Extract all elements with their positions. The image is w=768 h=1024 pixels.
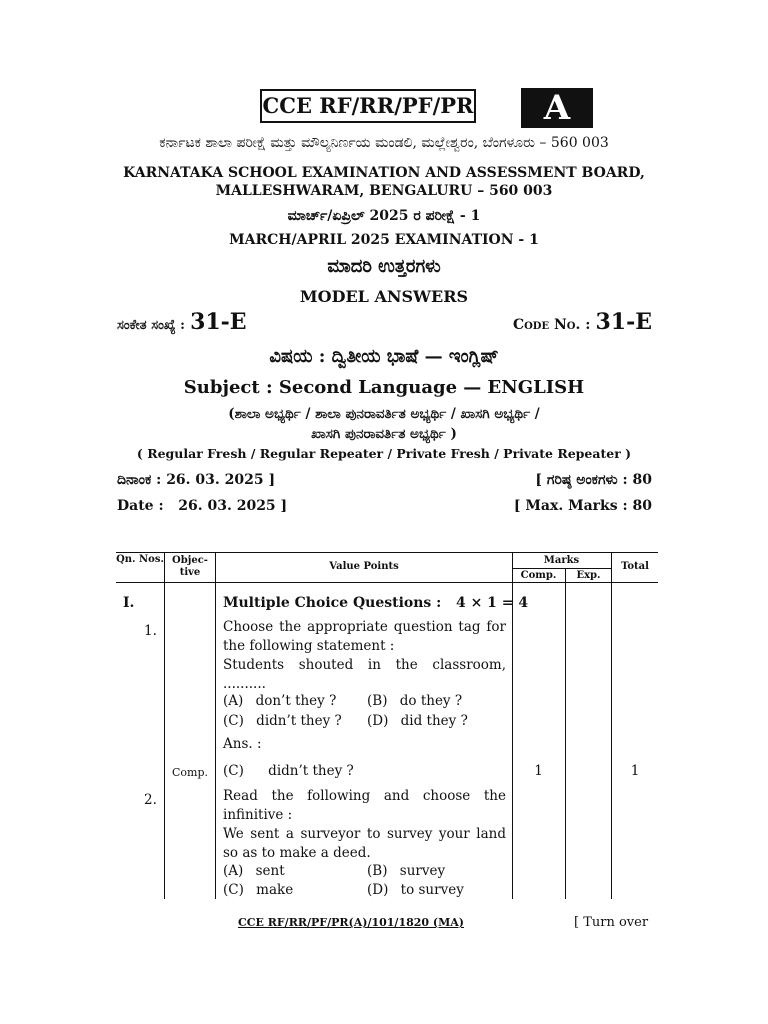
question-2-number: 2. — [144, 792, 157, 808]
header-marks: Marks — [543, 555, 580, 566]
option-label: (C) — [223, 882, 244, 898]
option-text: do they ? — [399, 693, 463, 709]
header-objective: Objec- tive — [172, 555, 208, 578]
option-text: survey — [399, 863, 446, 879]
question-1-ans-label: Ans. : — [223, 736, 262, 752]
question-1-line4: .......... — [223, 676, 266, 692]
candidates-english: ( Regular Fresh / Regular Repeater / Private Fresh / Private Repeater ) — [136, 446, 632, 461]
option-label: (B) — [367, 693, 388, 709]
question-1-answer — [223, 762, 354, 781]
header-value-points: Value Points — [329, 561, 399, 572]
candidates-kannada-line2: ಖಾಸಗಿ ಪುನರಾವರ್ತಿತ ಅಭ್ಯರ್ಥಿ ) — [311, 426, 457, 442]
option-text: don’t they ? — [255, 693, 337, 709]
subject-kannada: ವಿಷಯ : ದ್ವಿತೀಯ ಭಾಷೆ — ಇಂಗ್ಲಿಷ್ — [269, 346, 499, 367]
option-text: did they ? — [400, 713, 468, 729]
date-kannada: ದಿನಾಂಕ : 26. 03. 2025 ] — [117, 472, 276, 488]
question-1-number: 1. — [144, 623, 157, 639]
max-marks-kannada: [ ಗರಿಷ್ಠ ಅಂಕಗಳು : 80 — [535, 472, 652, 488]
code-value-kannada: 31-E — [190, 309, 247, 335]
paper-code-box: CCE RF/RR/PF/PR — [260, 89, 476, 123]
table-top-border — [116, 552, 658, 553]
option-text: to survey — [400, 882, 464, 898]
option-text: make — [256, 882, 294, 898]
answer-text: didn’t they ? — [268, 763, 354, 779]
header-comp: Comp. — [520, 570, 557, 581]
section-number: I. — [123, 595, 135, 611]
option-label: (D) — [367, 713, 389, 729]
header-total: Total — [621, 561, 649, 572]
exam-title-kannada: ಮಾರ್ಚ್/ಏಪ್ರಿಲ್ 2025 ರ ಪರೀಕ್ಷೆ - 1 — [287, 208, 481, 224]
question-2-line4: so as to make a deed. — [223, 845, 371, 861]
board-name-kannada: ಕರ್ನಾಟಕ ಶಾಲಾ ಪರೀಕ್ಷೆ ಮತ್ತು ಮೌಲ್ಯನಿರ್ಣಯ ಮಂಡಲಿ, ಮಲ್ಲೇಶ್ವರಂ, ಬೆಂಗಳೂರು – 560 003 — [159, 135, 609, 151]
version-badge: A — [521, 88, 593, 128]
marks-subheader-border — [512, 568, 611, 569]
question-1-text — [223, 618, 506, 694]
table-header-border — [116, 582, 658, 583]
model-answers-kannada: ಮಾದರಿ ಉತ್ತರಗಳು — [327, 256, 441, 277]
exam-title-english: MARCH/APRIL 2025 EXAMINATION - 1 — [229, 232, 539, 248]
code-number-english — [513, 309, 652, 335]
question-2-line1: Read the following and choose the — [223, 788, 506, 804]
question-1-line2: the following statement : — [223, 638, 395, 654]
question-1-total-marks: 1 — [630, 763, 640, 779]
question-1-option-a — [223, 692, 336, 711]
code-label-english: Code No. : — [512, 317, 591, 333]
board-name-english-line2: MALLESHWARAM, BENGALURU – 560 003 — [215, 183, 553, 199]
option-text: sent — [255, 863, 285, 879]
code-label-kannada: ಸಂಕೇತ ಸಂಖ್ಯೆ : — [117, 318, 185, 333]
option-label: (D) — [367, 882, 389, 898]
code-value-english: 31-E — [595, 309, 652, 335]
question-2-option-b — [367, 862, 445, 881]
code-number-kannada — [117, 309, 247, 335]
col-divider-1 — [164, 552, 165, 899]
col-divider-4 — [565, 568, 566, 899]
header-qn-nos: Qn. Nos. — [116, 554, 164, 565]
question-1-line3: Students shouted in the classroom, — [223, 657, 506, 673]
option-label: (C) — [223, 713, 244, 729]
answer-label: (C) — [223, 763, 244, 779]
question-1-comp-marks: 1 — [534, 763, 543, 779]
max-marks-english: [ Max. Marks : 80 — [513, 498, 652, 514]
question-2-line3: We sent a surveyor to survey your land — [223, 826, 506, 842]
question-1-objective: Comp. — [171, 766, 208, 779]
option-text: didn’t they ? — [256, 713, 342, 729]
question-1-option-d — [367, 712, 468, 731]
col-divider-5 — [611, 552, 612, 899]
date-english: Date : 26. 03. 2025 ] — [117, 498, 288, 514]
question-2-line2: infinitive : — [223, 807, 293, 823]
section-title: Multiple Choice Questions : 4 × 1 = 4 — [223, 595, 529, 611]
question-1-line1: Choose the appropriate question tag for — [223, 619, 506, 635]
question-2-option-d — [367, 881, 464, 900]
option-label: (A) — [223, 863, 244, 879]
question-1-option-b — [367, 692, 462, 711]
footer-paper-code: CCE RF/RR/PF/PR(A)/101/1820 (MA) — [238, 916, 465, 929]
option-label: (A) — [223, 693, 244, 709]
board-name-english-line1: KARNATAKA SCHOOL EXAMINATION AND ASSESSMENT BOARD, — [123, 165, 645, 181]
col-divider-2 — [215, 552, 216, 899]
question-2-option-c — [223, 881, 293, 900]
model-answers-english: MODEL ANSWERS — [299, 287, 469, 306]
header-exp: Exp. — [576, 570, 601, 581]
candidates-kannada-line1: (ಶಾಲಾ ಅಭ್ಯರ್ಥಿ / ಶಾಲಾ ಪುನರಾವರ್ತಿತ ಅಭ್ಯರ್ಥಿ / ಖಾಸಗಿ ಅಭ್ಯರ್ಥಿ / — [228, 406, 540, 422]
question-2-option-a — [223, 862, 285, 881]
turn-over-note: [ Turn over — [574, 915, 649, 930]
question-2-text — [223, 787, 506, 863]
option-label: (B) — [367, 863, 388, 879]
question-1-option-c — [223, 712, 342, 731]
subject-english: Subject : Second Language — ENGLISH — [183, 377, 585, 398]
